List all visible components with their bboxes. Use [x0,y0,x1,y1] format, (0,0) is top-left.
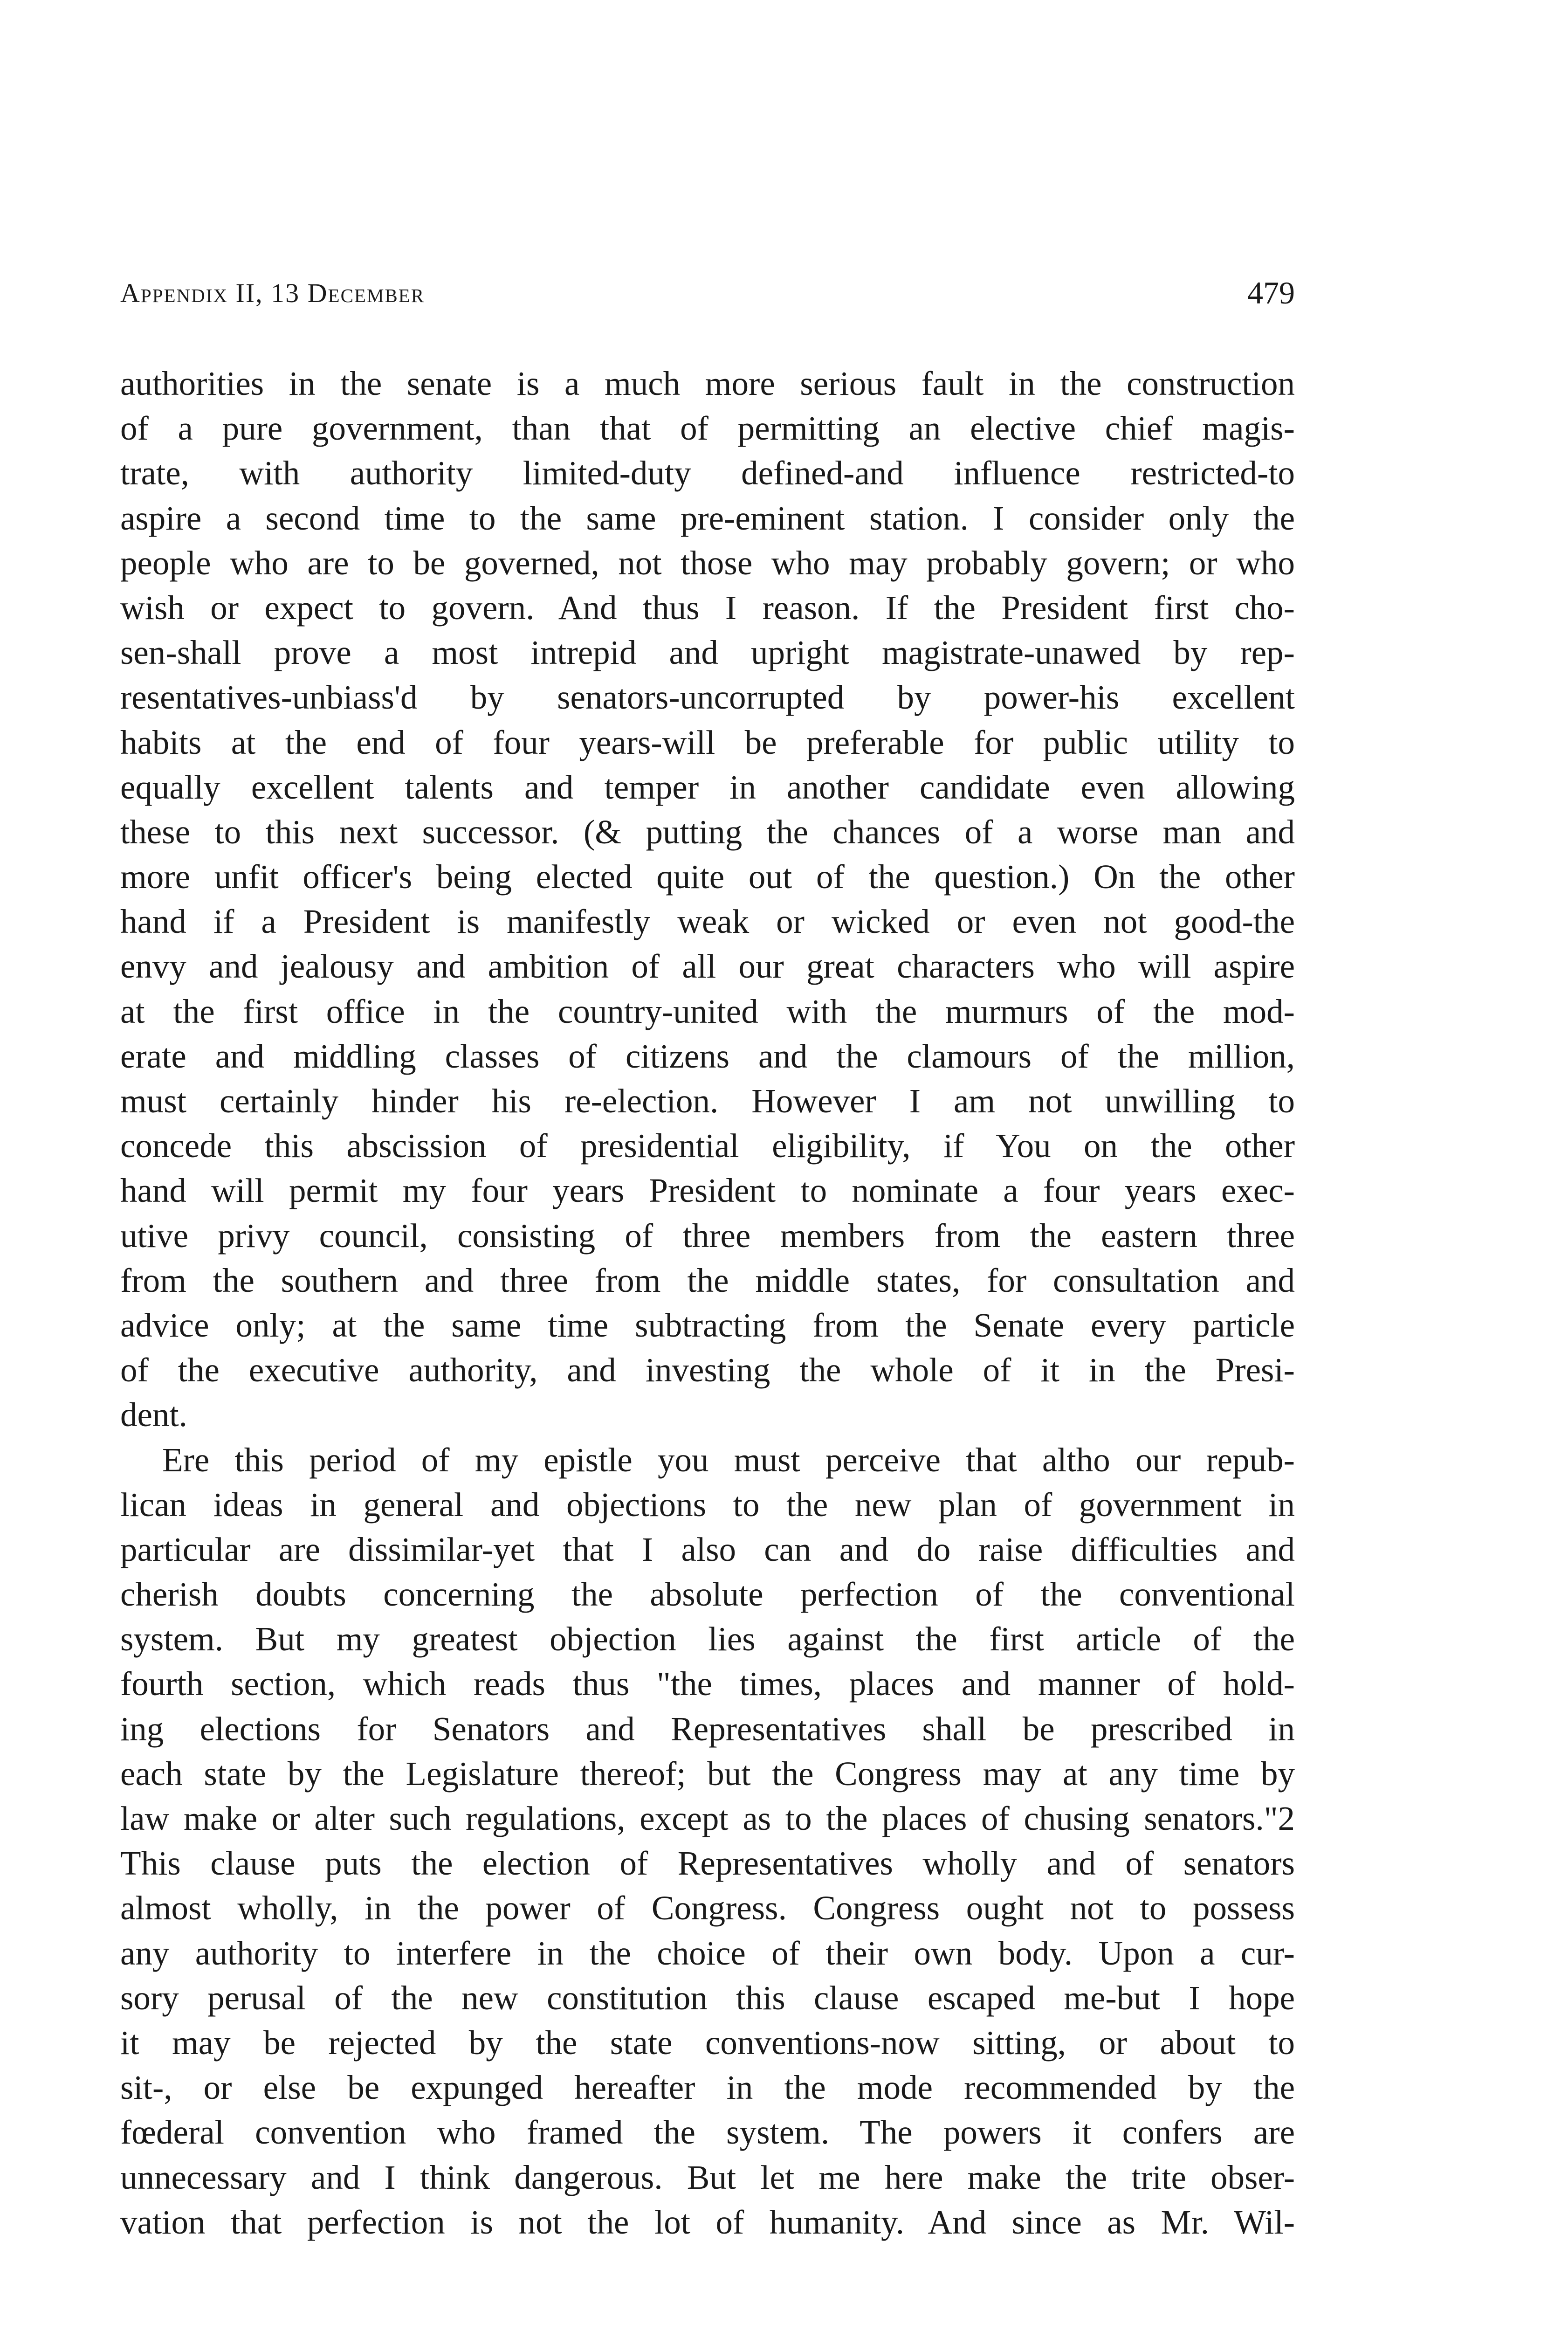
text-line: concede this abscission of presidential eligibility, if You on the other [120,1127,1295,1165]
text-line: any authority to interfere in the choice of their own body. Upon a cur- [120,1934,1295,1972]
text-line: hand if a President is manifestly weak or wicked or even not good-the [120,903,1295,941]
text-line: from the southern and three from the middle states, for consultation and [120,1261,1295,1299]
text-line: each state by the Legislature thereof; but the Congress may at any time by [120,1754,1295,1793]
text-line: Ere this period of my epistle you must perceive that altho our repub- [162,1441,1295,1479]
text-line: equally excellent talents and temper in another candidate even allowing [120,768,1295,806]
text-line: fourth section, which reads thus "the times, places and manner of hold- [120,1665,1295,1703]
text-line: of the executive authority, and investing the whole of it in the Presi- [120,1351,1295,1389]
text-line: more unfit officer's being elected quite out of the question.) On the other [120,858,1295,896]
running-head [120,277,1295,324]
text-line: hand will permit my four years President to nominate a four years exec- [120,1172,1295,1210]
text-line: erate and middling classes of citizens and the clamours of the million, [120,1037,1295,1075]
text-line: at the first office in the country-united with the murmurs of the mod- [120,992,1295,1030]
body-text [120,361,1295,2245]
text-line: advice only; at the same time subtracting from the Senate every particle [120,1306,1295,1344]
text-line: envy and jealousy and ambition of all our great characters who will aspire [120,947,1295,986]
text-line: dent. [120,1396,187,1434]
text-line: ing elections for Senators and Representatives shall be prescribed in [120,1710,1295,1748]
text-line: resentatives-unbiass'd by senators-uncorrupted by power-his excellent [120,678,1295,717]
text-line: aspire a second time to the same pre-eminent station. I consider only the [120,499,1295,537]
text-line: these to this next successor. (& putting the chances of a worse man and [120,813,1295,851]
text-line: almost wholly, in the power of Congress. Congress ought not to possess [120,1889,1295,1927]
text-line: sen-shall prove a most intrepid and upright magistrate-unawed by rep- [120,634,1295,672]
text-line: vation that perfection is not the lot of humanity. And since as Mr. Wil- [120,2203,1295,2241]
text-line: unnecessary and I think dangerous. But let me here make the trite obser- [120,2158,1295,2196]
running-head-title: Appendix II, 13 December [120,278,425,308]
text-line: trate, with authority limited-duty defined-and influence restricted-to [120,454,1295,492]
text-line: lican ideas in general and objections to the new plan of government in [120,1485,1295,1524]
text-line: sit-, or else be expunged hereafter in the mode recommended by the [120,2069,1295,2107]
text-line: habits at the end of four years-will be preferable for public utility to [120,723,1295,761]
text-line: authorities in the senate is a much more serious fault in the construction [120,365,1295,402]
text-line: people who are to be governed, not those who may probably govern; or who [120,544,1295,582]
text-line: utive privy council, consisting of three members from the eastern three [120,1216,1295,1255]
text-line: wish or expect to govern. And thus I reason. If the President first cho- [120,588,1295,627]
text-line: sory perusal of the new constitution this clause escaped me-but I hope [120,1979,1295,2017]
text-line: it may be rejected by the state conventions-now sitting, or about to [120,2023,1295,2062]
text-line: particular are dissimilar-yet that I also can and do raise difficulties and [120,1530,1295,1568]
text-line: fœderal convention who framed the system. The powers it confers are [120,2113,1295,2152]
text-line: of a pure government, than that of permitting an elective chief magis- [120,409,1295,448]
text-line: cherish doubts concerning the absolute perfection of the conventional [120,1575,1295,1614]
text-line: must certainly hinder his re-election. However I am not unwilling to [120,1082,1295,1120]
text-line: law make or alter such regulations, except as to the places of chusing senators."2 [120,1800,1295,1837]
text-line: system. But my greatest objection lies against the first article of the [120,1620,1295,1658]
page-number: 479 [1247,275,1295,310]
text-line: This clause puts the election of Representatives wholly and of senators [120,1844,1295,1883]
